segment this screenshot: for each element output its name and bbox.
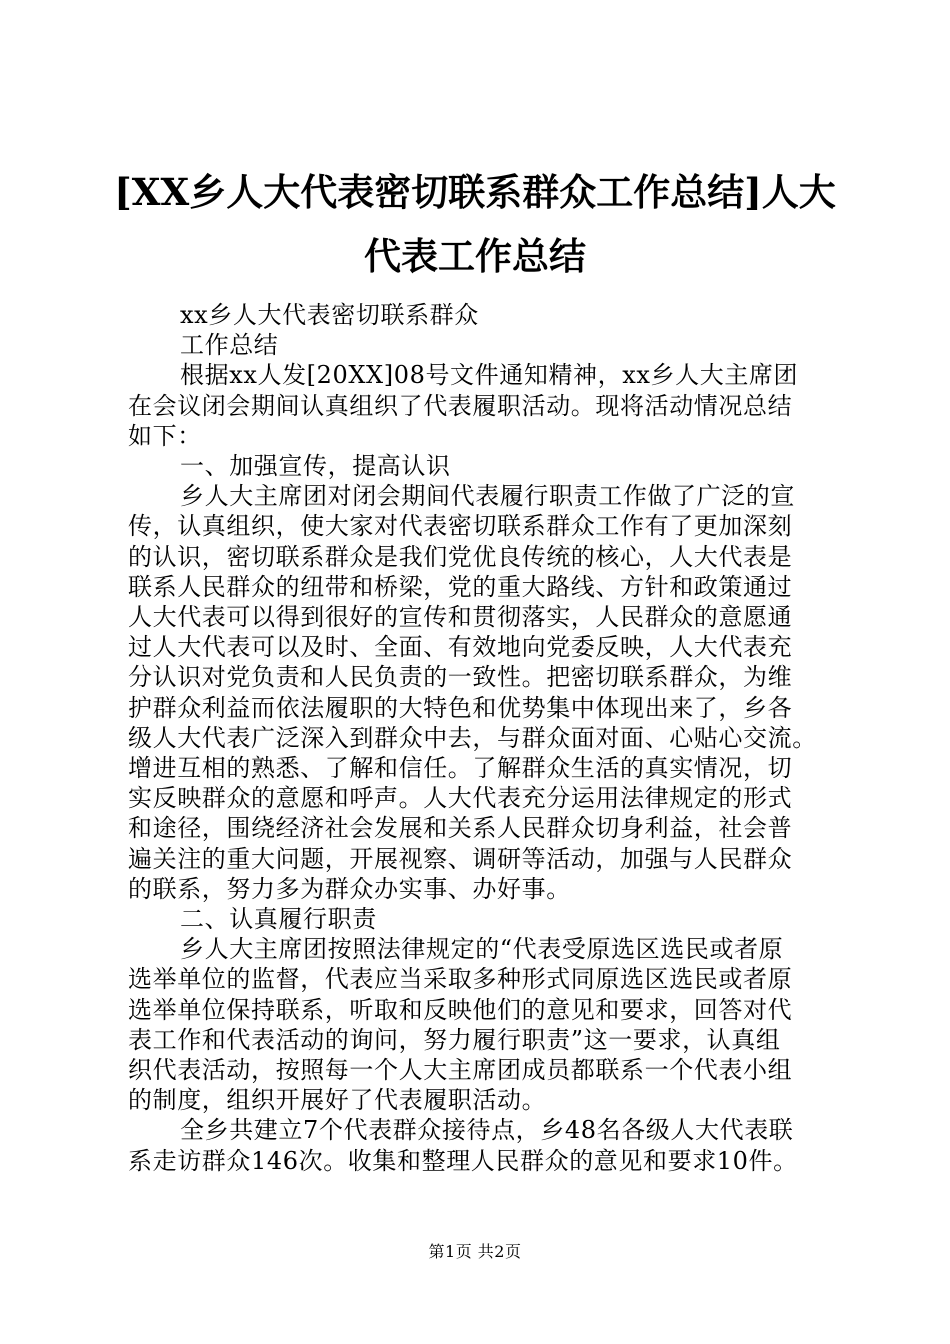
body-line: 表工作和代表活动的询问，努力履行职责”这一要求，认真组 <box>128 1025 781 1054</box>
body-line: 工作总结 <box>180 331 279 360</box>
body-line: 遍关注的重大问题，开展视察、调研等活动，加强与人民群众 <box>128 844 793 873</box>
body-line: 人大代表可以得到很好的宣传和贯彻落实，人民群众的意愿通 <box>128 603 793 632</box>
body-line: 乡人大主席团按照法律规定的“代表受原选区选民或者原 <box>180 935 784 964</box>
body-line: 二、认真履行职责 <box>180 905 377 934</box>
body-line: 护群众利益而依法履职的大特色和优势集中体现出来了，乡各 <box>128 693 793 722</box>
body-line: 实反映群众的意愿和呼声。人大代表充分运用法律规定的形式 <box>128 784 793 813</box>
body-line: 如下： <box>128 421 202 450</box>
body-line: 和途径，围绕经济社会发展和关系人民群众切身利益，社会普 <box>128 814 793 843</box>
body-line: 的联系，努力多为群众办实事、办好事。 <box>128 874 571 903</box>
body-line: 联系人民群众的纽带和桥梁，党的重大路线、方针和政策通过 <box>128 572 793 601</box>
body-line: 传，认真组织，使大家对代表密切联系群众工作有了更加深刻 <box>128 512 793 541</box>
title-line-2: 代表工作总结 <box>364 234 586 278</box>
body-line: 的认识，密切联系群众是我们党优良传统的核心，人大代表是 <box>128 542 793 571</box>
body-line: 的制度，组织开展好了代表履职活动。 <box>128 1086 547 1115</box>
body-line: 选举单位的监督，代表应当采取多种形式同原选区选民或者原 <box>128 965 793 994</box>
body-line: 选举单位保持联系，听取和反映他们的意见和要求，回答对代 <box>128 995 793 1024</box>
body-line: 织代表活动，按照每一个人大主席团成员都联系一个代表小组 <box>128 1056 793 1085</box>
title-line-1: [XX乡人大代表密切联系群众工作总结]人大 <box>114 170 836 214</box>
body-line: 增进互相的熟悉、了解和信任。了解群众生活的真实情况，切 <box>128 754 793 783</box>
body-line: 根据xx人发[20XX]08号文件通知精神，xx乡人大主席团 <box>180 361 799 390</box>
body-line: 分认识对党负责和人民负责的一致性。把密切联系群众，为维 <box>128 663 793 692</box>
document-body <box>128 300 848 1176</box>
body-line: 乡人大主席团对闭会期间代表履行职责工作做了广泛的宣 <box>180 482 795 511</box>
body-line: 过人大代表可以及时、全面、有效地向党委反映，人大代表充 <box>128 633 793 662</box>
page-footer: 第1页 共2页 <box>428 1242 522 1261</box>
body-line: 一、加强宣传，提高认识 <box>180 452 451 481</box>
document-title <box>95 160 855 288</box>
body-line: xx乡人大代表密切联系群众 <box>180 301 479 329</box>
body-line: 全乡共建立7个代表群众接待点，乡48名各级人大代表联 <box>180 1116 794 1145</box>
body-line: 系走访群众146次。收集和整理人民群众的意见和要求10件。 <box>128 1146 798 1175</box>
body-line: 级人大代表广泛深入到群众中去，与群众面对面、心贴心交流。 <box>128 723 817 752</box>
body-line: 在会议闭会期间认真组织了代表履职活动。现将活动情况总结 <box>128 391 793 420</box>
